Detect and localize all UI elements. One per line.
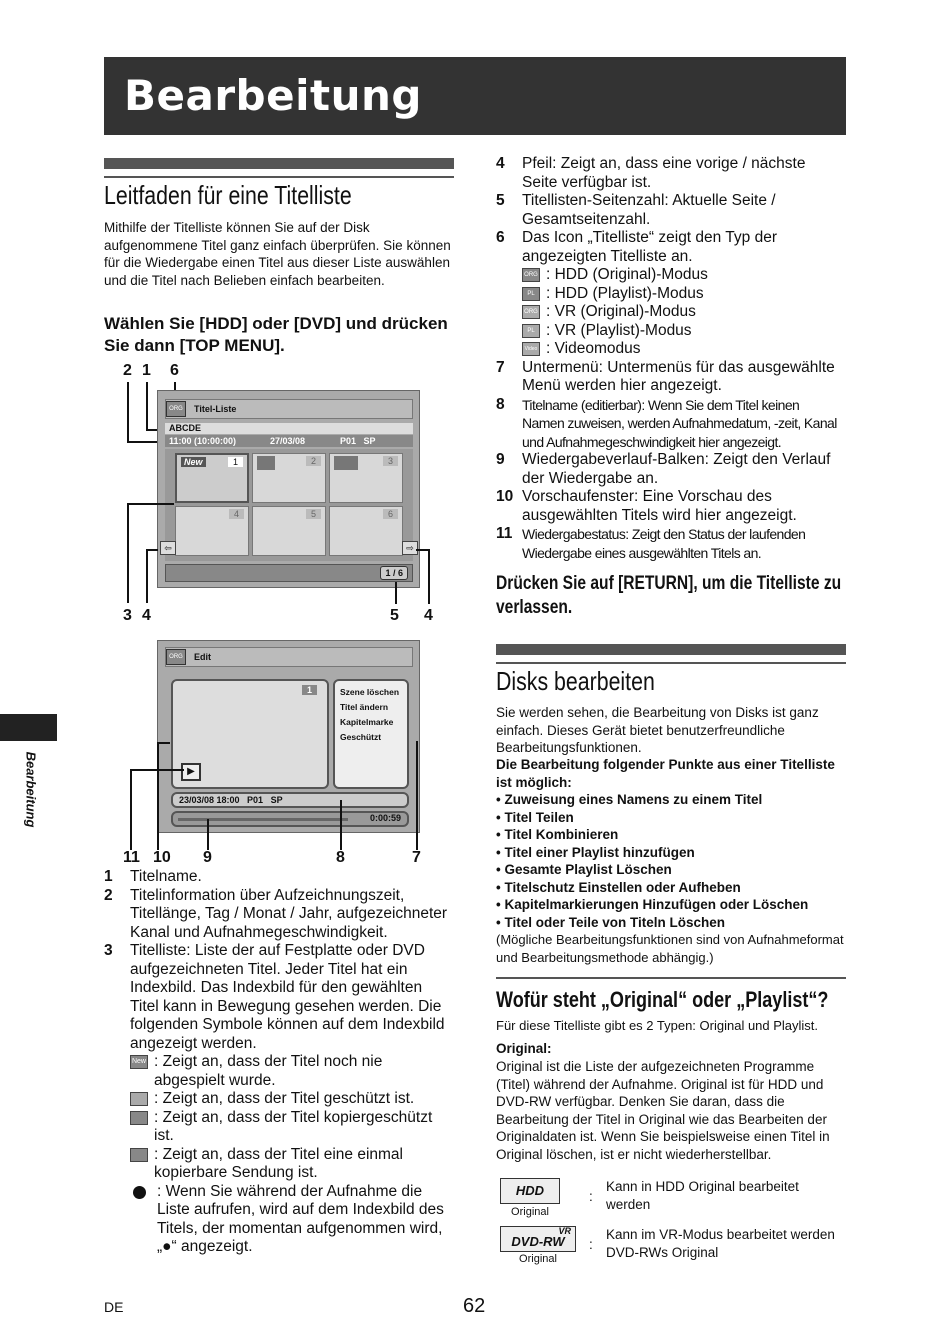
elapsed-time: 0:00:59 — [369, 813, 401, 823]
hdd-logo: HDD — [500, 1178, 560, 1204]
language-code: DE — [104, 1299, 124, 1315]
page-counter: 1 / 6 — [380, 566, 408, 580]
progress-track — [178, 818, 348, 821]
list-item: 1 Titelname. — [104, 868, 202, 885]
list-item: 8 Titelname (editierbar): Wenn Sie dem Titel keinen Namen zuweisen, werden Aufnahmedatum, -zeit, Kanal und Aufnahmegeschwindigkeit hier angezeigt. — [496, 395, 837, 450]
left-numbered-list — [104, 868, 454, 1257]
record-dot-icon — [133, 1186, 146, 1199]
section-heading-disks: Disks bearbeiten — [496, 666, 655, 696]
vr-pl-icon: PL — [522, 324, 540, 338]
preview-title-number: 1 — [302, 685, 317, 695]
list-item: • Kapitelmarkierungen Hinzufügen oder Löschen — [496, 897, 809, 912]
title-list-screen — [157, 390, 420, 588]
list-item: 2 Titelinformation über Aufzeichnungszeit, Titellänge, Tag / Monat / Jahr, aufgezeichneter Kanal und Aufnahmegeschwindigkeit. — [104, 886, 448, 941]
edit-functions-list — [496, 791, 846, 931]
list-item: 3 Titelliste: Liste der auf Festplatte oder DVD aufgezeichneten Titel. Jeder Titel hat ein Indexbild. Das Indexbild für den gewählten Titel kann in Bewegung gesehen werden. Die folgenden Symbole können auf dem Indexbild angezeigt werden. — [104, 942, 445, 1052]
pl-icon: PL — [522, 287, 540, 301]
edit-screen — [157, 640, 420, 833]
copy-protected-icon — [130, 1111, 148, 1125]
original-label: Original: — [496, 1041, 552, 1056]
callout-8: 8 — [336, 849, 345, 866]
mode-list — [496, 266, 841, 359]
list-item: • Titelschutz Einstellen oder Aufheben — [496, 879, 741, 895]
info-time: 11:00 (10:00:00) — [169, 436, 237, 446]
list-item: ORG : HDD (Original)-Modus — [522, 266, 841, 285]
list-item: 6 Das Icon „Titelliste“ zeigt den Typ der angezeigten Titelliste an. — [496, 229, 778, 265]
list-item: • Zuweisung eines Namens zu einem Titel — [496, 792, 763, 807]
thumb-5[interactable]: 5 — [252, 506, 326, 556]
list-item: New : Zeigt an, dass der Titel noch nie abgespielt wurde. — [131, 1053, 383, 1089]
list-item: • Titel einer Playlist hinzufügen — [496, 844, 695, 860]
callout-3: 3 — [123, 607, 132, 624]
thumb-1[interactable]: New 1 — [175, 453, 249, 503]
dvd-rw-colon: : — [589, 1237, 593, 1252]
thumb-2[interactable]: 2 — [252, 453, 326, 503]
info-channel: P01 SP — [340, 436, 376, 446]
submenu — [333, 679, 409, 789]
org-icon: ORG — [522, 268, 540, 282]
copy-protected-icon — [334, 456, 358, 470]
disks-lead: Die Bearbeitung folgender Punkte aus einer Titelliste ist möglich: — [496, 757, 835, 790]
submenu-item-titel-aendern[interactable]: Titel ändern — [340, 702, 389, 712]
thumb-grid — [165, 449, 413, 561]
thumb-3[interactable]: 3 — [329, 453, 403, 503]
bullets-note: (Mögliche Bearbeitungsfunktionen sind von Aufnahmeformat und Bearbeitungsmethode abhängig.) — [496, 932, 844, 965]
lock-icon — [257, 456, 275, 470]
callout-9: 9 — [203, 849, 212, 866]
section-heading-titelliste: Leitfaden für eine Titelliste — [104, 180, 352, 210]
callout-4-left: 4 — [142, 607, 151, 624]
page-title: Bearbeitung — [104, 57, 846, 135]
list-item: 7 Untermenü: Untermenüs für das ausgewählte Menü werden hier angezeigt. — [496, 358, 835, 394]
org-icon: ORG — [166, 649, 186, 665]
callout-4-right: 4 — [424, 607, 433, 624]
section-rule-thin — [496, 662, 846, 664]
section-rule-thin — [104, 176, 454, 178]
screen-title-bar: Titel-Liste — [165, 399, 413, 419]
list-item: • Titel oder Teile von Titeln Löschen — [496, 914, 726, 930]
original-text: Original ist die Liste der aufgezeichneten Programme (Titel) während der Aufnahme. Original ist für HDD und DVD-RW verfügbar. Denken Sie daran, dass die Bearbeitung der Titel in Original wie das Bearbeiten der Originaldaten ist. Wenn Sie beispielsweise einen Titel in Original löschen, ist er nicht wiederherstellbar. — [496, 1059, 830, 1162]
section-rule — [104, 158, 454, 169]
list-item: 10 Vorschaufenster: Eine Vorschau des ausgewählten Titels wird hier angezeigt. — [496, 488, 797, 524]
title-info-bar — [165, 435, 413, 447]
callout-5: 5 — [390, 607, 399, 624]
title-name-field[interactable]: 23/03/08 18:00 P01 SP — [171, 792, 409, 808]
lock-icon — [130, 1092, 148, 1106]
play-status-icon: ▶ — [181, 763, 201, 781]
info-date: 27/03/08 — [270, 436, 306, 446]
list-item: • Titel Teilen — [496, 809, 574, 825]
callout-7: 7 — [412, 849, 421, 866]
video-icon: Video — [522, 342, 540, 356]
list-item: PL : HDD (Playlist)-Modus — [522, 285, 841, 304]
vr-org-icon: ORG — [522, 305, 540, 319]
callout-10: 10 — [153, 849, 171, 866]
preview-window — [171, 679, 329, 789]
list-item: Video : Videomodus — [522, 340, 841, 359]
hdd-colon: : — [589, 1189, 593, 1204]
side-label: Bearbeitung — [23, 751, 39, 828]
new-icon: New — [130, 1055, 148, 1069]
page-bar — [165, 564, 413, 582]
right-numbered-list — [496, 155, 841, 562]
new-icon: New — [181, 457, 206, 467]
list-item: : Zeigt an, dass der Titel kopiergeschützt ist. — [130, 1109, 454, 1146]
copy-once-icon — [130, 1148, 148, 1162]
submenu-item-geschuetzt[interactable]: Geschützt — [340, 732, 382, 742]
title-name: ABCDE — [165, 423, 413, 434]
wofuer-intro: Für diese Titelliste gibt es 2 Typen: Original und Playlist. — [496, 1018, 819, 1033]
submenu-item-szene-loeschen[interactable]: Szene löschen — [340, 687, 400, 697]
callout-1: 1 — [142, 362, 151, 379]
section-rule — [496, 644, 846, 655]
page-number: 62 — [463, 1295, 486, 1317]
list-item: • Gesamte Playlist Löschen — [496, 862, 672, 877]
org-icon: ORG — [166, 401, 186, 417]
intro-paragraph: Mithilfe der Titelliste können Sie auf der Disk aufgenommene Titel ganz einfach überprüfen. Sie können für die Wiedergabe einen Titel aus dieser Liste auswählen und die Titel nach Belieben einfach bearbeiten. — [104, 220, 451, 288]
list-item: ORG : VR (Original)-Modus — [522, 303, 841, 322]
list-item: 11 Wiedergabestatus: Zeigt den Status der laufenden Wiedergabe eines ausgewählten Titels an. — [496, 525, 806, 561]
submenu-item-kapitelmarke[interactable]: Kapitelmarke — [340, 717, 394, 727]
thumb-4[interactable]: 4 — [175, 506, 249, 556]
hdd-logo-caption: Original — [511, 1206, 549, 1218]
edit-title-bar: Edit — [165, 647, 413, 667]
prev-page-arrow-icon[interactable]: ⇦ — [160, 541, 176, 555]
next-page-arrow-icon[interactable]: ⇨ — [402, 541, 418, 555]
callout-6: 6 — [170, 362, 179, 379]
disks-intro: Sie werden sehen, die Bearbeitung von Disks ist ganz einfach. Dieses Gerät bietet benutzerfreundliche Bearbeitungsfunktionen. — [496, 705, 819, 755]
section-rule-thin — [496, 977, 846, 979]
wofuer-heading: Wofür steht „Original“ oder „Playlist“? — [496, 987, 829, 1012]
callout-11: 11 — [123, 849, 140, 866]
thumb-6[interactable]: 6 — [329, 506, 403, 556]
list-item: : Zeigt an, dass der Titel geschützt ist. — [130, 1090, 454, 1109]
hdd-description: Kann in HDD Original bearbeitet werden — [606, 1179, 799, 1212]
list-item: 4 Pfeil: Zeigt an, dass eine vorige / nächste Seite verfügbar ist. — [496, 155, 806, 191]
list-item: 5 Titellisten-Seitenzahl: Aktuelle Seite / Gesamtseitenzahl. — [496, 192, 776, 228]
dvd-rw-description: Kann im VR-Modus bearbeitet werden DVD-RWs Original — [606, 1227, 835, 1260]
list-item: 9 Wiedergabeverlauf-Balken: Zeigt den Verlauf der Wiedergabe an. — [496, 451, 831, 487]
instruction: Wählen Sie [HDD] oder [DVD] und drücken Sie dann [TOP MENU]. — [104, 314, 448, 355]
callout-2: 2 — [123, 362, 132, 379]
return-note: Drücken Sie auf [RETURN], um die Titelliste zu verlassen. — [496, 573, 842, 618]
list-item: : Zeigt an, dass der Titel eine einmal kopierbare Sendung ist. — [130, 1146, 454, 1183]
dvd-rw-logo-caption: Original — [519, 1253, 557, 1265]
dvd-rw-logo: VR DVD-RW — [500, 1226, 576, 1252]
list-item: PL : VR (Playlist)-Modus — [522, 322, 841, 341]
list-item: : Wenn Sie während der Aufnahme die Liste aufrufen, wird auf dem Indexbild des Titels, der momentan aufgenommen wird, „●“ angezeigt. — [130, 1183, 454, 1257]
list-item: • Titel Kombinieren — [496, 827, 619, 842]
symbol-list — [104, 1053, 454, 1257]
